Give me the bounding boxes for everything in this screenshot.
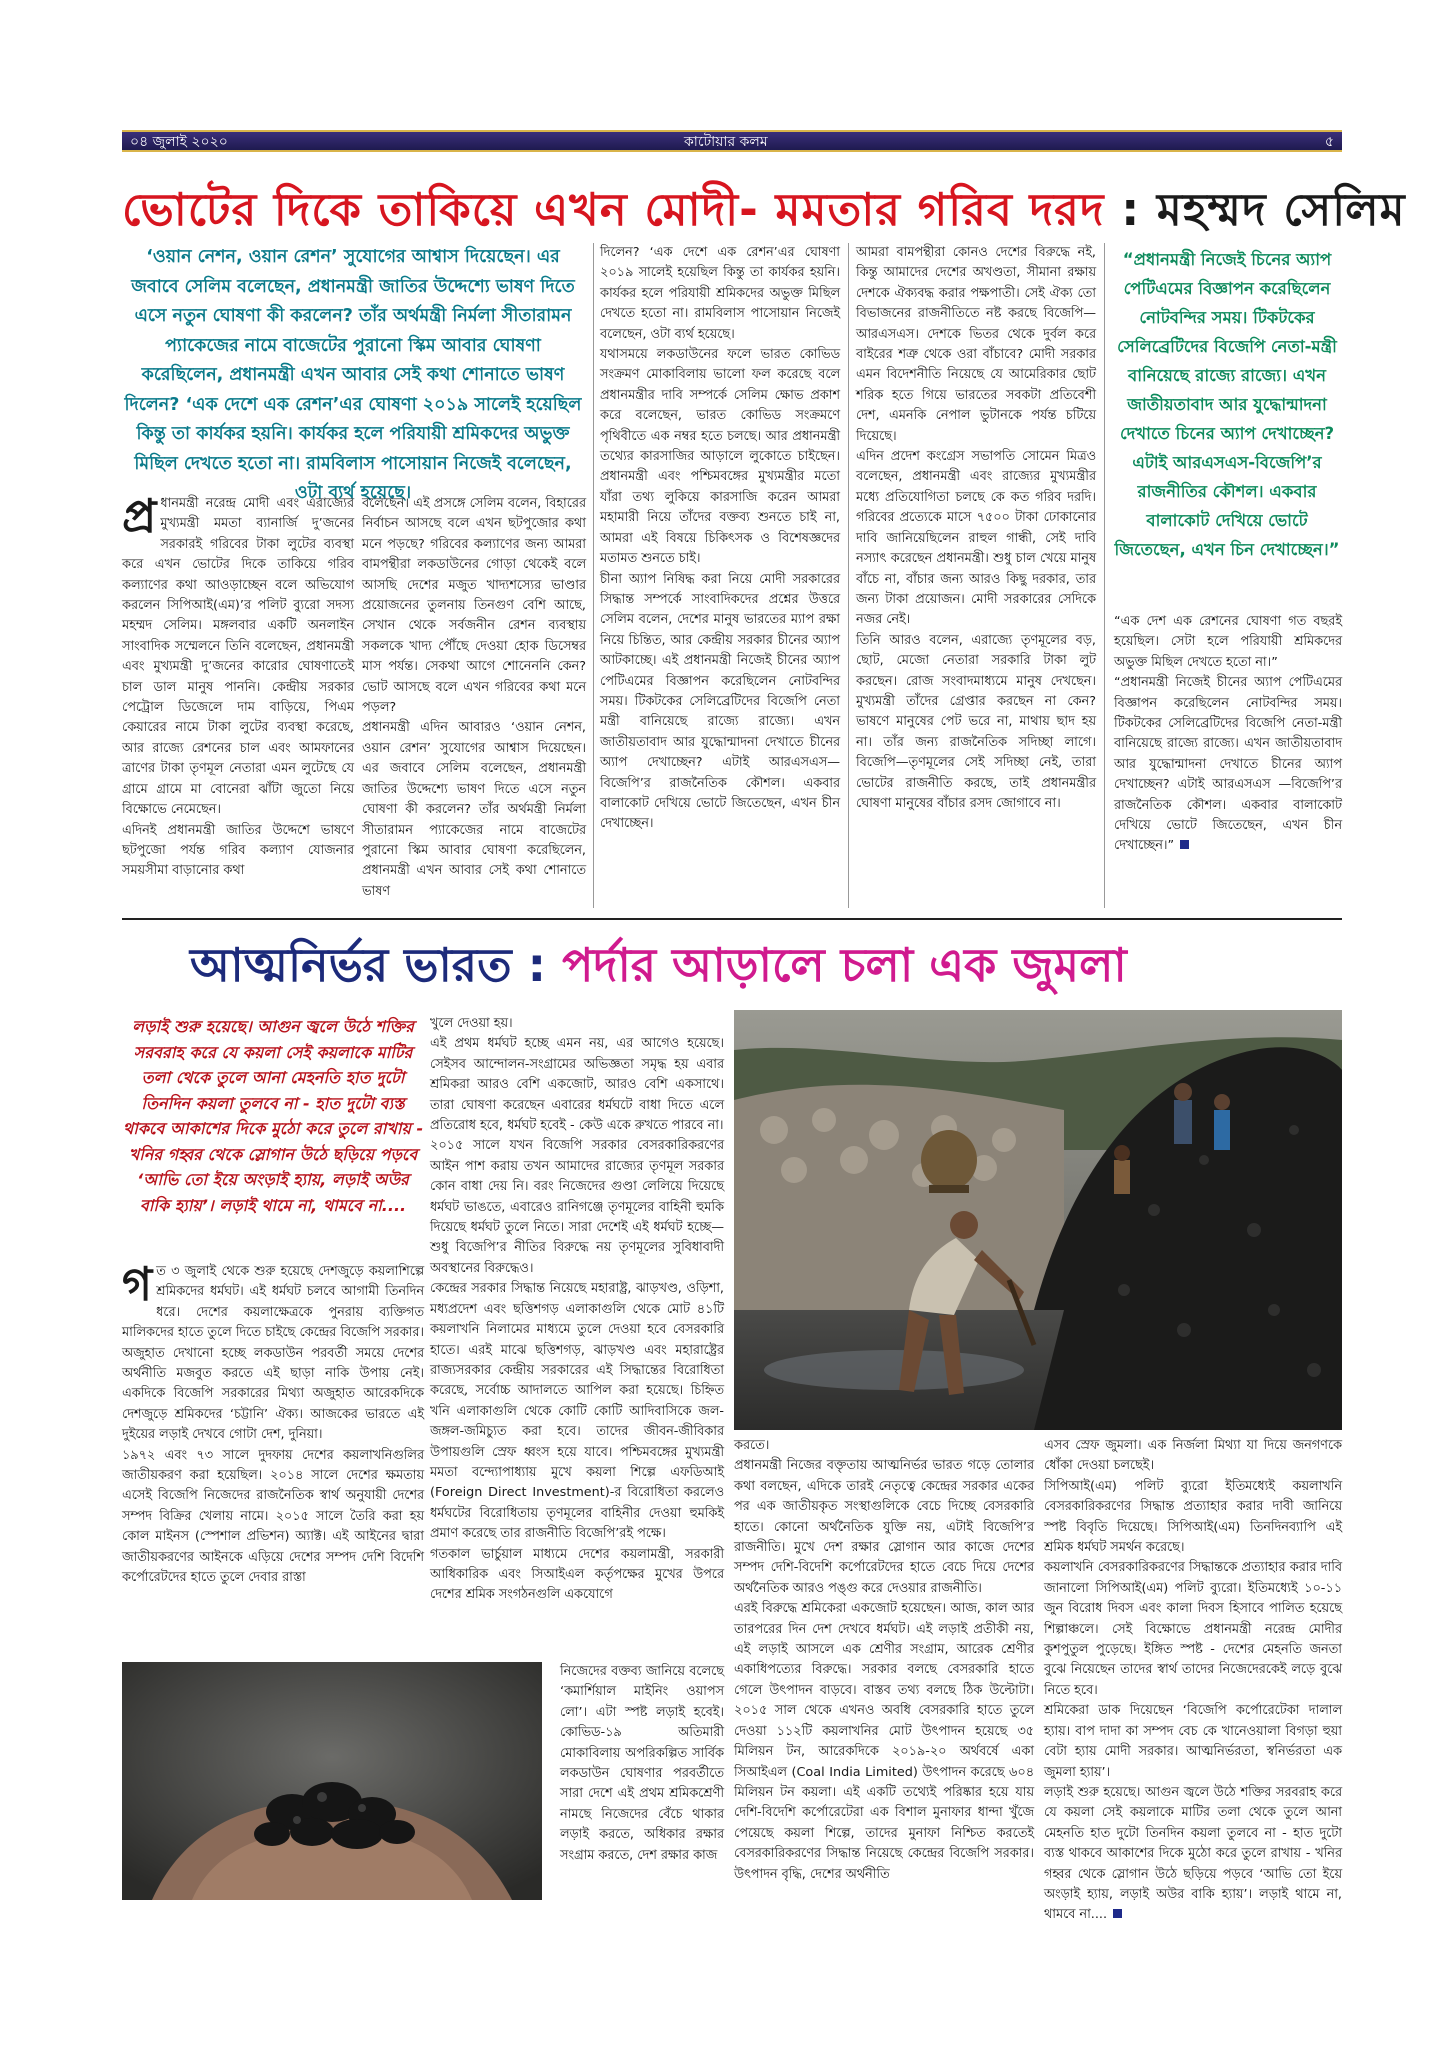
end-mark-icon [1180,840,1189,849]
coal-in-hands-photo [122,1662,542,1900]
coal-in-hands-image [122,1662,542,1900]
article1-pull-quote: “প্রধানমন্ত্রী নিজেই চিনের অ্যাপ পেটিএমের বিজ্ঞাপন করেছিলেন নোটবন্দির সময়। টিকটকের সেলিব্রেটিদের বিজেপি নেতা-মন্ত্রী বানিয়েছে রাজ্যে রাজ্যে। এখন জাতীয়তাবাদ আর যুদ্ধোন্মাদনা দেখাতে চিনের অ্যাপ দেখাচ্ছেন? এটাই আরএসএস-বিজেপি’র রাজনীতির কৌশল। একবার বালাকোট দেখিয়ে ভোটে জিতেছেন, এখন চিন দেখাচ্ছেন।” [1114,250,1340,559]
article2-column-1 [122,1257,424,1654]
article1-column-5-text: “এক দেশ এক রেশনের ঘোষণা গত বছরই হয়েছিল। সেটা হলে পরিযায়ী শ্রমিকদের অভুক্ত মিছিল দেখতে হতো না।” “প্রধানমন্ত্রী নিজেই চীনের অ্যাপ পেটিএমের বিজ্ঞাপন করেছিলেন নোটবন্দির সময়। টিকটকের সেলিব্রেটিদের বিজেপি নেতা-মন্ত্রী বানিয়েছে রাজ্যে রাজ্যে। এখন জাতীয়তাবাদ আর যুদ্ধোন্মাদনা দেখাতে চীনের অ্যাপ দেখাচ্ছেন? এটাই আরএসএস —বিজেপি’র রাজনৈতিক কৌশল। একবার বালাকোট দেখিয়ে ভোটে জিতেছেন, এখন চীন দেখাচ্ছেন।” [1114,614,1342,854]
article2-dropcap: গ [122,1257,153,1311]
article1-dropcap: প্র [122,489,157,543]
article2-headline-part1: আত্মনির্ভর ভারত [190,938,512,992]
article1-lead: ‘ওয়ান নেশন, ওয়ান রেশন’ সুযোগের আশ্বাস দিয়েছেন। এর জবাবে সেলিম বলেছেন, প্রধানমন্ত্রী জাতির উদ্দেশ্যে ভাষণ দিতে এসে নতুন ঘোষণা কী করলেন? তাঁর অর্থমন্ত্রী নির্মলা সীতারামন প্যাকেজের নামে বাজেটের পুরানো স্কিম আবার ঘোষণা করেছিলেন, প্রধানমন্ত্রী এখন আবার সেই কথা শোনাতে ভাষণ দিলেন? ‘এক দেশে এক রেশন’এর ঘোষণা ২০১৯ সালেই হয়েছিল কিন্তু তা কার্যকর হয়নি। কার্যকর হলে পরিযায়ী শ্রমিকদের অভুক্ত মিছিল দেখতে হতো না। রামবিলাস পাসোয়ান নিজেই বলেছেন, ওটা ব্যর্থ হয়েছে। [124,247,582,503]
article2-column-4-text: এসব স্রেফ জুমলা। এক নির্জলা মিথ্যা যা দিয়ে জনগণকে ধোঁকা দেওয়া চলছেই। সিপিআই(এম) পলিট ব্যুরো ইতিমধ্যেই কয়লাখনি বেসরকারিকরণের সিদ্ধান্ত প্রত্যাহার করার দাবী জানিয়ে স্পষ্ট বিবৃতি দিয়েছে। সিপিআই(এম) তিনদিনব্যাপি এই শ্রমিক ধর্মঘট সমর্থন করেছে। কয়লাখনি বেসরকারিকরণের সিদ্ধান্তকে প্রত্যাহার করার দাবি জানালো সিপিআই(এম) পলিট ব্যুরো। ইতিমধ্যেই ১০-১১ জুন বিরোধ দিবস এবং কালা দিবস হিসাবে পালিত হয়েছে শিল্পাঞ্চলে। সেই বিক্ষোভে প্রধানমন্ত্রী নরেন্দ্র মোদীর কুশপুতুল পুড়েছে। ইঙ্গিত স্পষ্ট - দেশের মেহনতি জনতা বুঝে নিয়েছেন তাদের স্বার্থ তাদের নিজেদেরকেই লড়ে বুঝে নিতে হবে। শ্রমিকেরা ডাক দিয়েছেন ‘বিজেপি কর্পোরেটেকা দালাল হ্যায়। বাপ দাদা কা সম্পদ বেচ কে খানেওয়ালা বিগড়া হুয়া বেটা হ্যায় মোদী সরকার। আত্মনির্ভরতা, স্বনির্ভরতা এক জুমলা হ্যায়’। লড়াই শুরু হয়েছে। আগুন জ্বলে উঠে শক্তির সরবরাহ করে যে কয়লা সেই কয়লাকে মাটির তলা থেকে তুলে আনা মেহনতি হাত দুটো তিনদিন কয়লা তুলবে না - হাত দুটো ব্যস্ত থাকবে আকাশের দিকে মুঠো করে তুলে রাখায় - খনির গহ্বর থেকে স্লোগান উঠে ছড়িয়ে পড়বে ‘আভি তো ইয়ে অংড়াই হ্যায়, লড়াই অউর বাকি হ্যায়’। লড়াই থামে না, থামবে না.... [1044,1438,1342,1923]
coal-workers-image [734,1010,1342,1430]
article2-column-4 [1044,1436,1342,1956]
coal-workers-photo [734,1010,1342,1430]
article1-column-4 [856,243,1096,908]
article1-headline [122,180,1406,240]
article1-author: মহম্মদ সেলিম [1156,183,1406,236]
article1-column-5 [1114,612,1342,908]
article1-column-4-text: আমরা বামপন্থীরা কোনও দেশের বিরুদ্ধে নই, কিন্তু আমাদের দেশের অখণ্ডতা, সীমানা রক্ষায় দেশকে ঐক্যবদ্ধ করার পক্ষপাতী। সেই ঐক্য তো বিভাজনের রাজনীতিতে নষ্ট করছে বিজেপি—আরএসএস। দেশকে ভিতর থেকে দুর্বল করে বাইরের শত্রু থেকে ওরা বাঁচাবে? মোদী সরকার এমন বিদেশনীতি নিয়েছে যে আমেরিকার ছোট শরিক হতে গিয়ে ভারতের সবকটা প্রতিবেশী দেশ, এমনকি নেপাল ভুটানকে পর্যন্ত চটিয়ে দিয়েছে। এদিন প্রদেশ কংগ্রেস সভাপতি সোমেন মিত্রও বলেছেন, প্রধানমন্ত্রী এবং রাজ্যের মুখ্যমন্ত্রীর মধ্যে প্রতিযোগিতা চলছে কে কত গরিব দরদি। গরিবের প্রত্যেকে মাসে ৭৫০০ টাকা ঢোকানোর দাবি জানিয়েছিলেন রাহুল গান্ধী, সেই দাবি নস্যাৎ করেছেন প্রধানমন্ত্রী। শুধু চাল খেয়ে মানুষ বাঁচে না, বাঁচার জন্য আরও কিছু দরকার, তার জন্য টাকা প্রয়োজন। মোদী সরকারের সেদিকে নজর নেই। তিনি আরও বলেন, এরাজ্যে তৃণমূলের বড়, ছোট, মেজো নেতারা সরকারি টাকা লুট করছেন। রোজ সংবাদমাধ্যমে মানুষ দেখছেন। মুখ্যমন্ত্রী তাঁদের গ্রেপ্তার করছেন না কেন? ভাষণে মানুষের পেট ভরে না, মাথায় ছাদ হয় না। তাঁর জন্য রাজনৈতিক সদিচ্ছা লাগে। বিজেপি—তৃণমূলের সেই সদিচ্ছা নেই, তারা ভোটের রাজনীতি করছে, তাই প্রধানমন্ত্রীর ঘোষণা মানুষের বাঁচার রসদ জোগাবে না। [856,245,1096,811]
page-number: ৫ [1324,134,1334,150]
article1-column-1-text: ধানমন্ত্রী নরেন্দ্র মোদী এবং এরাজ্যের মুখ্যমন্ত্রী মমতা ব্যানার্জি দু’জনের সরকারই গরিবের টাকা লুটের ব্যবস্থা করে এখন ভোটের দিকে তাকিয়ে গরিব কল্যাণের কথা আওড়াচ্ছেন বলে অভিযোগ করলেন সিপিআই(এম)’র পলিট ব্যুরো সদস্য মহম্মদ সেলিম। মঙ্গলবার একটি অনলাইন সাংবাদিক সম্মেলনে তিনি বলেছেন, প্রধানমন্ত্রী এবং মুখ্যমন্ত্রী দু’জনের কারোর ঘোষণাতেই চাল ডাল মানুষ পাননি। কেন্দ্রীয় সরকার পেট্রোল ডিজেলে দাম বাড়িয়ে, পিএম কেয়ারের নামে টাকা লুটের ব্যবস্থা করেছে, আর রাজ্যে রেশনের চাল এবং আমফানের ত্রাণের টাকা তৃণমূল নেতারা এমন লুটেছে যে গ্রামে গ্রামে মা বোনেরা ঝাঁটা জুতো নিয়ে বিক্ষোভে নেমেছেন। এদিনই প্রধানমন্ত্রী জাতির উদ্দেশে ভাষণে ছটপুজো পর্যন্ত গরিব কল্যাণ যোজনার সময়সীমা বাড়ানোর কথা [122,496,354,879]
article2-column-2b: নিজেদের বক্তব্য জানিয়ে বলেছে ‘কমার্শিয়াল মাইনিং ওয়াপস লো’। এটা স্পষ্ট লড়াই হবেই। কোভিড-১৯ অতিমারী মোকাবিলায় অপরিকল্পিত সার্বিক লকডাউন ঘোষণার পরবর্তীতে সারা দেশে এই প্রথম শ্রমিকশ্রেণী নামছে নিজেদের বেঁচে থাকার লড়াই করতে, অধিকার রক্ষার সংগ্রাম করতে, দেশ রক্ষার কাজ [560,1664,724,1863]
article2-column-3: করতে। প্রধানমন্ত্রী নিজের বক্তৃতায় আত্মনির্ভর ভারত গড়ে তোলার কথা বলছেন, এদিকে তারই নেতৃত্বে কেন্দ্রের সরকার একের পর এক জাতীয়কৃত সংস্থাগুলিকে বেচে দিচ্ছে বেসরকারি হাতে। কোনো অর্থনৈতিক যুক্তি নয়, এটাই বিজেপি’র রাজনীতি। মুখে দেশ রক্ষার স্লোগান আর কাজে দেশের সম্পদ দেশি-বিদেশি কর্পোরেটদের হাতে বেচে দিয়ে দেশের অর্থনৈতিক আরও পঙ্গু করে দেওয়ার রাজনীতি। এরই বিরুদ্ধে শ্রমিকেরা একজোট হয়েছেন। আজ, কাল আর তারপরের দিন দেশ দেখবে ধর্মঘট। এই লড়াই প্রতীকী নয়, এই লড়াই আসলে এক শ্রেণীর সংগ্রাম, আরেক শ্রেণীর একাধিপত্যের বিরুদ্ধে। সরকার বলছে বেসরকারি হাতে গেলে উৎপাদন বাড়বে। বাস্তব তথ্য বলছে ঠিক উল্টোটা। ২০১৫ সাল থেকে এখনও অবধি বেসরকারি হাতে তুলে দেওয়া ১১২টি কয়লাখনির মোট উৎপাদন হয়েছে ৩৫ মিলিয়ন টন, আরেকদিকে ২০১৯-২০ অর্থবর্ষে একা সিআইএল (Coal India Limited) উৎপাদন করেছে ৬০৪ মিলিয়ন টন কয়লা। এই একটি তথ্যেই পরিষ্কার হয়ে যায় দেশি-বিদেশি কর্পোরেটেরা এক বিশাল মুনাফার ধান্দা খুঁজে পেয়েছে কয়লা শিল্পে, তাদের মুনাফা নিশ্চিত করতেই বেসরকারিকরণের সিদ্ধান্ত নিয়েছে কেন্দ্রের বিজেপি সরকার। উৎপাদন বৃদ্ধি, দেশের অর্থনীতি [734,1438,1034,1882]
article2-column-2: খুলে দেওয়া হয়। এই প্রথম ধর্মঘট হচ্ছে এমন নয়, এর আগেও হয়েছে। সেইসব আন্দোলন-সংগ্রামের অভিজ্ঞতা সমৃদ্ধ হয় এবার শ্রমিকরা আরও বেশি একজোট, আরও বেশি একসাথে। তারা ঘোষণা করেছেন এবারের ধর্মঘটে বাধা দিতে এলে প্রতিরোধ হবে, ধর্মঘট হবেই - কেউ একে রুখতে পারবে না। ২০১৫ সালে যখন বিজেপি সরকার বেসরকারিকরণের আইন পাশ করায় তখন আমাদের রাজ্যের তৃণমূল সরকার কোন বাধা দেয় নি। বরং নিজেদের গুণ্ডা লেলিয়ে দিয়েছে ধর্মঘট ভাঙতে, এবারেও রানিগঞ্জে তৃণমূলের বাহিনী হুমকি দিয়েছে ধর্মঘট তুলে নিতে। সারা দেশেই এই ধর্মঘট হচ্ছে—শুধু বিজেপি’র নীতির বিরুদ্ধে নয় তৃণমূলের সুবিধাবাদী অবস্থানের বিরুদ্ধেও। কেন্দ্রের সরকার সিদ্ধান্ত নিয়েছে মহারাষ্ট্র, ঝাড়খণ্ড, ওড়িশা, মধ্যপ্রদেশ এবং ছত্তিশগড় এলাকাগুলি থেকে মোট ৪১টি কয়লাখনি নিলামের মাধ্যমে তুলে দেওয়া হবে বেসরকারি হাতে। এরই মাঝে ছত্তিশগড়, ঝাড়খণ্ড এবং মহারাষ্ট্রের রাজ্যসরকার কেন্দ্রীয় সরকারের এই সিদ্ধান্তের বিরোধিতা করেছে, সর্বোচ্চ আদালতে আপিল করা হয়েছে। চিহ্নিত খনি এলাকাগুলি থেকে কোটি কোটি আদিবাসিকে জল-জঙ্গল-জমিচ্যুত করা হবে। তাদের জীবন-জীবিকার উপায়গুলি স্রেফ ধ্বংস হয়ে যাবে। পশ্চিমবঙ্গের মুখ্যমন্ত্রী মমতা বন্দ্যোপাধ্যায় মুখে কয়লা শিল্পে এফডিআই (Foreign Direct Investment)-র বিরোধিতা করলেও ধর্মঘটের বিরোধিতায় তৃণমূলের বাহিনীর দেওয়া হুমকিই প্রমাণ করেছে তার রাজনীতি বিজেপি’রই পক্ষে। গতকাল ভার্চুয়াল মাধ্যমে দেশের কয়লামন্ত্রী, সরকারী আধিকারিক এবং সিআইএল কর্তৃপক্ষের মুখের উপরে দেশের শ্রমিক সংগঠনগুলি একযোগে [430,1016,724,1603]
headline-separator: : [1104,183,1157,236]
article2-headline [190,930,1300,1000]
article2-column-1-text: ত ৩ জুলাই থেকে শুরু হয়েছে দেশজুড়ে কয়লাশিল্পে শ্রমিকদের ধর্মঘট। এই ধর্মঘট চলবে আগামী তিনদিন ধরে। দেশের কয়লাক্ষেত্রকে পুনরায় ব্যক্তিগত মালিকদের হাতে তুলে দিতে চাইছে কেন্দ্রের বিজেপি সরকার। অজুহাত দেখানো হচ্ছে লকডাউন পরবর্তী সময়ে দেশের অর্থনীতি মজবুত করতে এই ছাড়া নাকি উপায় নেই। একদিকে বিজেপি সরকারের মিথ্যা অজুহাত আরেকদিকে দেশজুড়ে শ্রমিকদের ‘চট্টানি’ ঐক্য। আজকের ভারতে এই দুইয়ের লড়াই দেখবে গোটা দেশ, দুনিয়া। ১৯৭২ এবং ৭৩ সালে দুদফায় দেশের কয়লাখনিগুলির জাতীয়করণ করা হয়েছিল। ২০১৪ সালে দেশের ক্ষমতায় এসেই বিজেপি নিজেদের রাজনৈতিক স্বার্থ অনুযায়ী দেশের সম্পদ বিক্রির খেলায় নামে। ২০১৫ সালে তৈরি করা হয় কোল মাইনস (স্পেশাল প্রভিশন) অ্যাক্ট। এই আইনের দ্বারা জাতীয়করণের আইনকে এড়িয়ে দেশের সম্পদ দেশি বিদেশি কর্পোরেটদের হাতে তুলে দেবার রাস্তা [122,1264,424,1586]
article1-column-3: দিলেন? ‘এক দেশে এক রেশন’এর ঘোষণা ২০১৯ সালেই হয়েছিল কিন্তু তা কার্যকর হয়নি। কার্যকর হলে পরিযায়ী শ্রমিকদের অভুক্ত মিছিল দেখতে হতো না। রামবিলাস পাসোয়ান নিজেই বলেছেন, ওটা ব্যর্থ হয়েছে। যথাসময়ে লকডাউনের ফলে ভারত কোভিড সংক্রমণ মোকাবিলায় ভালো ফল করেছে বলে প্রধানমন্ত্রীর দাবি সম্পর্কে সেলিম ক্ষোভ প্রকাশ করে বলেছেন, ভারত কোভিড সংক্রমণে পৃথিবীতে এক নম্বর হতে চলছে। আর প্রধানমন্ত্রী তথ্যের কারসাজির আড়ালে লুকোতে চাইছেন। প্রধানমন্ত্রী এবং পশ্চিমবঙ্গের মুখ্যমন্ত্রীর মতো যাঁরা তথ্য লুকিয়ে কারসাজি করেন আমরা মহামারী নিয়ে তাঁদের বক্তব্য শুনতে চাই না, আমরা এই বিষয়ে চিকিৎসক ও বিশেষজ্ঞদের মতামত শুনতে চাই। চীনা অ্যাপ নিষিদ্ধ করা নিয়ে মোদী সরকারের সিদ্ধান্ত সম্পর্কে সাংবাদিকদের প্রশ্নের উত্তরে সেলিম বলেন, দেশের মানুষ ভারতের ম্যাপ রক্ষা নিয়ে চিন্তিত, আর কেন্দ্রীয় সরকার চীনের অ্যাপ আটকাচ্ছে। এই প্রধানমন্ত্রী নিজেই চীনের অ্যাপ পেটিএমের বিজ্ঞাপন করেছিলেন নোটবন্দির সময়। টিকটকের সেলিব্রেটিদের বিজেপি নেতা মন্ত্রী বানিয়েছে রাজ্যে রাজ্যে। এখন জাতীয়তাবাদ আর যুদ্ধোন্মাদনা দেখাতে চীনের অ্যাপ দেখাচ্ছেন? এটাই আরএসএস—বিজেপি’র রাজনৈতিক কৌশল। একবার বালাকোট দেখিয়ে ভোটে জিতেছেন, এখন চীন দেখাচ্ছেন। [600,245,840,832]
headline-separator: : [511,938,563,992]
article1-headline-text: ভোটের দিকে তাকিয়ে এখন মোদী- মমতার গরিব দরদ [122,183,1105,236]
article2-headline-part2: পর্দার আড়ালে চলা এক জুমলা [562,938,1127,992]
column-divider [593,243,594,908]
column-divider [848,243,849,908]
column-divider [1104,243,1105,908]
section-divider [122,918,1342,920]
article1-column-1 [122,489,354,908]
masthead-band [122,130,1342,152]
issue-date: ০৪ জুলাই ২০২০ [130,134,228,150]
article2-poem: লড়াই শুরু হয়েছে। আগুন জ্বলে উঠে শক্তির সরবরাহ করে যে কয়লা সেই কয়লাকে মাটির তলা থেকে তুলে আনা মেহনতি হাত দুটো তিনদিন কয়লা তুলবে না - হাত দুটো ব্যস্ত থাকবে আকাশের দিকে মুঠো করে তুলে রাখায় - খনির গহ্বর থেকে স্লোগান উঠে ছড়িয়ে পড়বে ‘আভি তো ইয়ে অংড়াই হ্যায়, লড়াই অউর বাকি হ্যায়’। লড়াই থামে না, থামবে না.... [122,1017,424,1215]
end-mark-icon [1113,1909,1122,1918]
article1-column-2: বলেছেন। এই প্রসঙ্গে সেলিম বলেন, বিহারের নির্বাচন আসছে বলে এখন ছটপুজোর কথা মনে পড়ছে? গরিবের কল্যাণের জন্য আমরা বামপন্থীরা লকডাউনের গোড়া থেকেই বলে আসছি দেশের মজুত খাদ্যশস্যের ভাণ্ডার প্রয়োজনের তুলনায় তিনগুণ বেশি আছে, সেখান থেকে সর্বজনীন রেশন ব্যবস্থায় সকলকে খাদ্য পৌঁছে দেওয়া হোক ডিসেম্বর মাস পর্যন্ত। সেকথা আগে শোনেননি কেন? ভোট আসছে বলে এখন গরিবের কথা মনে পড়ল? প্রধানমন্ত্রী এদিন আবারও ‘ওয়ান নেশন, ওয়ান রেশন’ সুযোগের আশ্বাস দিয়েছেন। এর জবাবে সেলিম বলেছেন, প্রধানমন্ত্রী জাতির উদ্দেশ্যে ভাষণ দিতে এসে নতুন ঘোষণা কী করলেন? তাঁর অর্থমন্ত্রী নির্মলা সীতারামন প্যাকেজের নামে বাজেটের পুরানো স্কিম আবার ঘোষণা করেছিলেন, প্রধানমন্ত্রী এখন আবার সেই কথা শোনাতে ভাষণ [362,496,586,899]
newspaper-name: কাটোয়ার কলম [684,134,768,150]
